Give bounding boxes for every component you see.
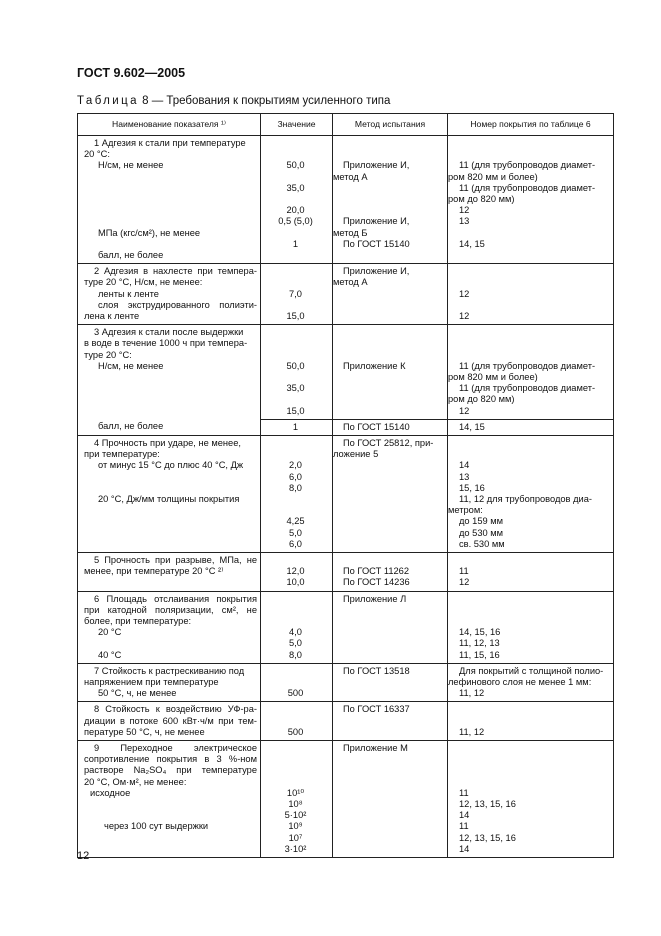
cell-line: 14: [459, 843, 470, 854]
cell-line: По ГОСТ 13518: [343, 665, 410, 676]
cell-line: 5 Прочность при разрыве, МПа, не: [94, 554, 257, 565]
cell-spacer: [84, 216, 257, 227]
cell-spacer: [343, 149, 444, 160]
table-row: [78, 264, 614, 325]
cell-spacer: [263, 505, 328, 516]
method-cell: [333, 702, 448, 741]
indicator-cell: [78, 552, 261, 591]
coating-number-cell: [448, 663, 614, 702]
cell-line: в воде в течение 1000 ч при темпера-: [84, 338, 248, 349]
cell-line: при температуре:: [84, 449, 160, 460]
cell-line: 11, 12: [459, 726, 485, 737]
cell-line: 4,25: [286, 516, 305, 527]
coating-number-cell: [448, 702, 614, 741]
cell-line: 1: [292, 421, 299, 432]
cell-line: 7 Стойкость к растрескиванию под: [94, 665, 245, 676]
cell-line: 11 (для трубопроводов диамет-: [459, 182, 596, 193]
cell-spacer: [459, 555, 610, 566]
coating-number-cell: [448, 740, 614, 857]
cell-spacer: [84, 483, 257, 494]
cell-line: 35,0: [286, 383, 305, 394]
caption-label: Таблица: [77, 95, 139, 107]
cell-line: По ГОСТ 25812, при-: [343, 437, 434, 448]
document-header: ГОСТ 9.602—2005: [77, 66, 186, 80]
method-cell: [333, 264, 448, 325]
cell-line: лефинового слоя не менее 1 мм:: [448, 676, 592, 687]
cell-line: ром 820 мм и более): [448, 371, 538, 382]
method-cell: [333, 740, 448, 857]
cell-spacer: [84, 539, 257, 550]
cell-spacer: [84, 528, 257, 539]
cell-spacer: [343, 138, 444, 149]
cell-line: 10⁸: [288, 798, 303, 809]
cell-spacer: [263, 605, 328, 616]
indicator-cell: [78, 419, 261, 435]
cell-line: Приложение И,: [343, 216, 410, 227]
cell-spacer: [84, 505, 257, 516]
cell-line: По ГОСТ 16337: [343, 704, 410, 715]
cell-line: 50 °С, ч, не менее: [98, 688, 177, 699]
cell-line: 12, 13, 15, 16: [459, 798, 516, 809]
cell-spacer: [84, 799, 257, 810]
cell-spacer: [263, 228, 328, 239]
cell-line: 11 (для трубопроводов диамет-: [459, 360, 596, 371]
cell-line: 14, 15: [459, 421, 485, 432]
cell-line: 15, 16: [459, 482, 485, 493]
cell-line: 10⁷: [288, 832, 303, 843]
cell-line: 12, 13, 15, 16: [459, 832, 516, 843]
cell-line: через 100 сут выдержки: [104, 821, 209, 832]
cell-line: 10⁹: [288, 821, 303, 832]
cell-spacer: [459, 438, 610, 449]
coating-number-cell: [448, 264, 614, 325]
cell-spacer: [459, 616, 610, 627]
cell-line: сопротивление покрытия в 3 %-ном: [84, 754, 257, 765]
table-caption: [77, 95, 390, 107]
cell-spacer: [459, 149, 610, 160]
cell-line: 8,0: [289, 649, 302, 660]
cell-spacer: [263, 743, 328, 754]
cell-line: 500: [287, 726, 304, 737]
cell-spacer: [263, 777, 328, 788]
cell-line: 12: [459, 205, 470, 216]
cell-line: метод Б: [333, 227, 368, 238]
coating-number-cell: [448, 591, 614, 663]
table-row: [78, 136, 614, 264]
cell-line: метод А: [333, 171, 368, 182]
cell-spacer: [263, 704, 328, 715]
cell-line: 11, 12, 13: [459, 638, 500, 649]
cell-line: 14: [459, 810, 470, 821]
cell-spacer: [263, 666, 328, 677]
method-cell: [333, 435, 448, 552]
column-header-coating-number: Номер покрытия по таблице 6: [448, 114, 614, 136]
method-cell: [333, 419, 448, 435]
cell-line: 1 Адгезия к стали при температуре: [94, 138, 246, 148]
cell-line: 5·10²: [284, 810, 307, 821]
indicator-cell: [78, 591, 261, 663]
cell-line: 12: [459, 288, 470, 299]
cell-line: 6 Площадь отслаивания покрытия: [94, 593, 257, 604]
cell-line: 12: [459, 310, 470, 321]
cell-spacer: [263, 449, 328, 460]
cell-line: 50,0: [286, 160, 305, 171]
cell-line: 20 °С, Дж/мм толщины покрытия: [98, 493, 240, 504]
cell-line: 7,0: [289, 288, 302, 299]
cell-spacer: [459, 228, 610, 239]
cell-line: св. 530 мм: [459, 538, 505, 549]
column-header-name: Наименование показателя ¹⁾: [78, 114, 261, 136]
cell-spacer: [459, 327, 610, 338]
cell-line: 10¹⁰: [286, 787, 305, 798]
cell-spacer: [263, 765, 328, 776]
cell-spacer: [84, 810, 257, 821]
cell-line: метод А: [333, 277, 368, 288]
cell-line: лена к ленте: [84, 310, 140, 321]
cell-line: растворе Na₂SO₄ при температуре: [84, 765, 257, 776]
cell-spacer: [459, 300, 610, 311]
cell-spacer: [263, 172, 328, 183]
cell-line: 5,0: [289, 638, 302, 649]
method-cell: [333, 591, 448, 663]
cell-line: диации в потоке 600 кВт·ч/м при тем-: [84, 715, 257, 726]
coating-number-cell: [448, 325, 614, 420]
cell-spacer: [263, 594, 328, 605]
cell-spacer: [459, 765, 610, 776]
cell-line: ром до 820 мм): [448, 193, 515, 204]
value-cell: [261, 325, 333, 420]
cell-spacer: [263, 494, 328, 505]
cell-spacer: [263, 194, 328, 205]
cell-line: балл, не более: [98, 249, 164, 260]
value-cell: [261, 740, 333, 857]
cell-line: туре 20 °С:: [84, 349, 132, 360]
cell-line: 11: [459, 566, 469, 577]
cell-spacer: [263, 555, 328, 566]
table-row: [78, 435, 614, 552]
cell-line: 6,0: [289, 471, 302, 482]
table-row: [78, 325, 614, 420]
cell-line: до 530 мм: [459, 527, 504, 538]
cell-spacer: [263, 372, 328, 383]
coating-number-cell: [448, 435, 614, 552]
value-cell: [261, 702, 333, 741]
cell-line: 50,0: [286, 360, 305, 371]
cell-line: метром:: [448, 505, 483, 516]
cell-line: Приложение И,: [343, 160, 410, 171]
cell-spacer: [459, 743, 610, 754]
cell-line: 4 Прочность при ударе, не менее,: [94, 437, 241, 448]
value-cell: [261, 264, 333, 325]
cell-spacer: [459, 716, 610, 727]
cell-line: Приложение Л: [343, 593, 407, 604]
value-cell: [261, 419, 333, 435]
table-header-row: [78, 114, 614, 136]
cell-line: 15,0: [286, 310, 305, 321]
cell-line: напряжением при температуре: [84, 676, 219, 687]
cell-line: туре 20 °С, Н/см, не менее:: [84, 277, 203, 288]
cell-spacer: [263, 149, 328, 160]
cell-line: 9 Переходное электрическое: [94, 742, 257, 753]
cell-line: 20 °С, Ом·м², не менее:: [84, 776, 187, 787]
cell-spacer: [263, 716, 328, 727]
cell-line: По ГОСТ 14236: [343, 577, 410, 588]
cell-line: Приложение И,: [343, 266, 410, 277]
cell-line: 10,0: [286, 577, 305, 588]
cell-spacer: [263, 266, 328, 277]
cell-line: балл, не более: [98, 421, 164, 432]
method-cell: [333, 663, 448, 702]
cell-line: 1: [292, 238, 299, 249]
cell-spacer: [343, 205, 444, 216]
cell-line: 500: [287, 688, 304, 699]
cell-line: 4,0: [289, 627, 302, 638]
cell-line: По ГОСТ 11262: [343, 566, 410, 577]
cell-line: до 159 мм: [459, 516, 504, 527]
cell-line: 20 °С:: [84, 149, 110, 160]
cell-spacer: [459, 350, 610, 361]
cell-spacer: [263, 300, 328, 311]
method-cell: [333, 552, 448, 591]
cell-spacer: [263, 394, 328, 405]
method-cell: [333, 325, 448, 420]
cell-spacer: [263, 754, 328, 765]
indicator-cell: [78, 264, 261, 325]
cell-line: Приложение К: [343, 360, 406, 371]
cell-spacer: [459, 138, 610, 149]
cell-line: 11, 12 для трубопроводов диа-: [459, 493, 592, 504]
cell-spacer: [459, 704, 610, 715]
cell-line: 2,0: [289, 460, 302, 471]
cell-spacer: [84, 183, 257, 194]
cell-spacer: [343, 338, 444, 349]
cell-line: 8 Стойкость к воздействию УФ-ра-: [94, 704, 257, 715]
cell-spacer: [84, 172, 257, 183]
column-header-method: Метод испытания: [333, 114, 448, 136]
cell-spacer: [459, 605, 610, 616]
cell-line: 6,0: [289, 538, 302, 549]
table-row: [78, 419, 614, 435]
indicator-cell: [78, 663, 261, 702]
cell-spacer: [459, 594, 610, 605]
cell-line: 3·10²: [284, 843, 307, 854]
cell-line: 13: [459, 471, 470, 482]
cell-line: 11, 12: [459, 688, 485, 699]
cell-line: Н/см, не менее: [98, 160, 164, 171]
cell-line: 8,0: [289, 482, 302, 493]
cell-line: 0,5 (5,0): [278, 216, 313, 227]
cell-spacer: [263, 338, 328, 349]
cell-line: 12: [459, 405, 470, 416]
value-cell: [261, 136, 333, 264]
cell-line: 13: [459, 216, 470, 227]
cell-line: 15,0: [286, 405, 305, 416]
table-row: [78, 702, 614, 741]
cell-line: Для покрытий с толщиной полио-: [459, 665, 604, 676]
column-header-value: Значение: [261, 114, 333, 136]
cell-line: 40 °С: [98, 649, 122, 660]
cell-line: слоя экструдированного полиэти-: [98, 299, 257, 310]
cell-spacer: [343, 183, 444, 194]
cell-spacer: [84, 194, 257, 205]
cell-line: 5,0: [289, 527, 302, 538]
cell-line: 12: [459, 577, 470, 588]
value-cell: [261, 591, 333, 663]
cell-line: 20,0: [286, 205, 305, 216]
cell-line: ложение 5: [333, 449, 379, 460]
cell-spacer: [459, 449, 610, 460]
cell-line: 11 (для трубопроводов диамет-: [459, 383, 596, 394]
cell-spacer: [459, 777, 610, 788]
coating-number-cell: [448, 552, 614, 591]
cell-spacer: [84, 844, 257, 855]
indicator-cell: [78, 136, 261, 264]
cell-line: 20 °С: [98, 627, 122, 638]
coating-number-cell: [448, 136, 614, 264]
cell-line: 11, 15, 16: [459, 649, 500, 660]
cell-spacer: [263, 616, 328, 627]
cell-spacer: [263, 677, 328, 688]
value-cell: [261, 552, 333, 591]
coating-number-cell: [448, 419, 614, 435]
method-cell: [333, 136, 448, 264]
page-number: 12: [77, 850, 90, 862]
value-cell: [261, 663, 333, 702]
cell-line: 2 Адгезия в нахлесте при темпера-: [94, 266, 257, 277]
cell-spacer: [459, 277, 610, 288]
cell-line: при катодной поляризации, см², не: [84, 604, 257, 615]
cell-spacer: [263, 138, 328, 149]
cell-spacer: [263, 350, 328, 361]
caption-number: 8: [142, 95, 149, 107]
indicator-cell: [78, 702, 261, 741]
cell-spacer: [84, 638, 257, 649]
cell-line: менее, при температуре 20 °С ²⁾: [84, 566, 224, 577]
cell-spacer: [84, 472, 257, 483]
cell-spacer: [263, 438, 328, 449]
cell-line: 11: [459, 821, 469, 832]
cell-line: от минус 15 °С до плюс 40 °С, Дж: [98, 460, 244, 471]
indicator-cell: [78, 435, 261, 552]
cell-spacer: [343, 350, 444, 361]
cell-spacer: [263, 327, 328, 338]
cell-spacer: [84, 205, 257, 216]
cell-line: ром 820 мм и более): [448, 171, 538, 182]
cell-line: Приложение М: [343, 742, 408, 753]
cell-line: 12,0: [286, 566, 305, 577]
cell-spacer: [459, 754, 610, 765]
cell-spacer: [84, 833, 257, 844]
indicator-cell: [78, 740, 261, 857]
cell-spacer: [343, 194, 444, 205]
cell-line: более, при температуре:: [84, 615, 192, 626]
cell-spacer: [343, 555, 444, 566]
cell-line: 14, 15: [459, 238, 485, 249]
cell-line: 3 Адгезия к стали после выдержки: [94, 327, 244, 338]
cell-line: МПа (кгс/см²), не менее: [98, 227, 201, 238]
cell-line: По ГОСТ 15140: [343, 238, 410, 249]
cell-line: 35,0: [286, 182, 305, 193]
table-row: [78, 552, 614, 591]
cell-line: Н/см, не менее: [98, 360, 164, 371]
cell-line: 11: [459, 787, 469, 798]
cell-line: исходное: [90, 787, 131, 798]
cell-line: 14: [459, 460, 470, 471]
cell-line: пературе 50 °С, ч, не менее: [84, 726, 205, 737]
cell-spacer: [84, 516, 257, 527]
cell-spacer: [84, 239, 257, 250]
cell-spacer: [459, 266, 610, 277]
value-cell: [261, 435, 333, 552]
cell-line: ром до 820 мм): [448, 394, 515, 405]
caption-title: — Требования к покрытиям усиленного типа: [148, 95, 391, 107]
cell-line: 14, 15, 16: [459, 627, 501, 638]
table-row: [78, 740, 614, 857]
cell-spacer: [263, 277, 328, 288]
table-row: [78, 591, 614, 663]
cell-spacer: [343, 327, 444, 338]
indicator-cell: [78, 325, 261, 420]
cell-spacer: [459, 338, 610, 349]
cell-line: ленты к ленте: [98, 288, 159, 299]
cell-line: По ГОСТ 15140: [343, 421, 410, 432]
table-row: [78, 663, 614, 702]
requirements-table: [77, 113, 614, 858]
cell-line: 11 (для трубопроводов диамет-: [459, 160, 596, 171]
